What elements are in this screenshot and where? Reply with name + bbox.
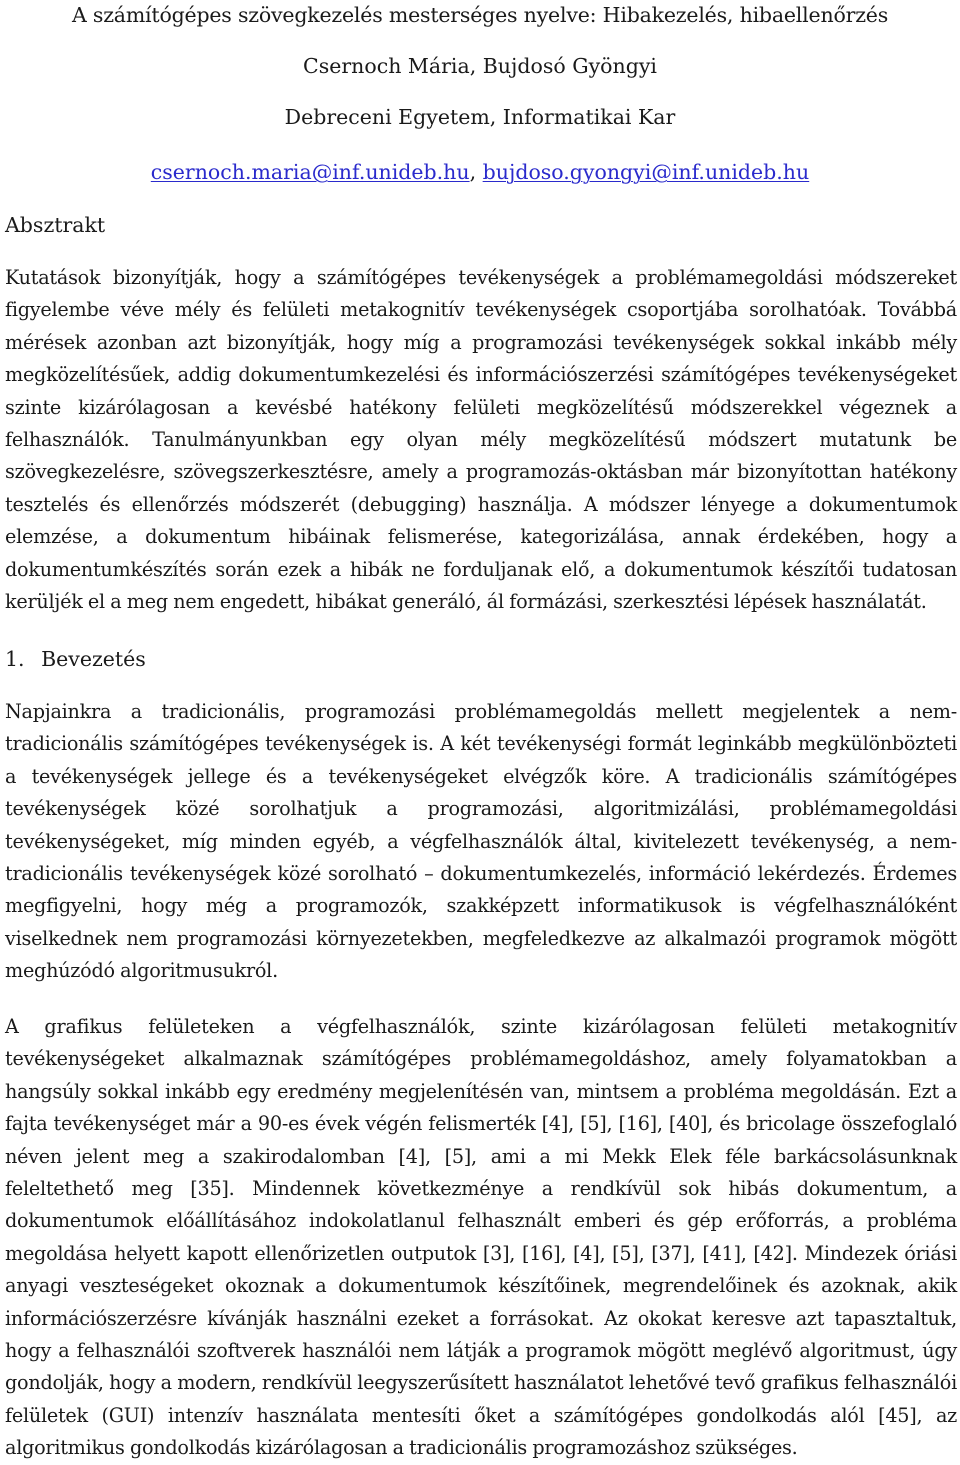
abstract-heading: Absztrakt [5, 213, 106, 237]
section-heading-introduction [5, 644, 146, 674]
author-emails [0, 157, 960, 187]
abstract-paragraph: Kutatások bizonyítják, hogy a számítógépes tevékenységek a problémamegoldási módszereket figyelembe véve mély és felületi metakognitív tevékenységek csoportjába sorolhatóak. Továbbá mérések azonban azt bizonyítják, hogy míg a programozási tevékenységek sokkal inkább mély megközelítésűek, addig dokumentumkezelési és információszerzési számítógépes tevékenységeket szinte kizárólagosan a kevésbé hatékony felületi megközelítésű módszerekkel végeznek a felhasználók. Tanulmányunkban egy olyan mély megközelítésű módszert mutatunk be szövegkezelésre, szövegszerkesztésre, amely a programozás-oktásban már bizonyítottan hatékony tesztelés és ellenőrzés módszerét (debugging) használja. A módszer lényege a dokumentumok elemzése, a dokumentum hibáinak felismerése, kategorizálása, annak érdekében, hogy a dokumentumkészítés során ezek a hibák ne forduljanak elő, a dokumentumok készítői tudatosan kerüljék el a meg nem engedett, hibákat generáló, ál formázási, szerkesztési lépések használatát. [5, 266, 957, 614]
intro-paragraph-1: Napjainkra a tradicionális, programozási problémamegoldás mellett megjelentek a nem-tradicionális számítógépes tevékenységek is. A két tevékenységi formát leginkább megkülönbözteti a tevékenységek jellege és a tevékenységeket elvégzők köre. A tradicionális számítógépes tevékenységek közé sorolhatjuk a programozási, algoritmizálási, problémamegoldási tevékenységeket, míg minden egyéb, a végfelhasználók által, kivitelezett tevékenység, a nem-tradicionális tevékenységek közé sorolható – dokumentumkezelés, információ lekérdezés. Érdemes megfigyelni, hogy még a programozók, szakképzett informatikusok is végfelhasználóként viselkednek nem programozási környezetekben, megfeledkezve az alkalmazói programok mögött meghúzódó algoritmusukról. [5, 700, 957, 983]
section-title: Bevezetés [41, 647, 146, 671]
email-separator: , [469, 160, 483, 184]
section-number: 1. [5, 647, 25, 671]
paper-title: A számítógépes szövegkezelés mesterséges nyelve: Hibakezelés, hibaellenőrzés [71, 3, 889, 27]
email-link-bujdoso[interactable]: bujdoso.gyongyi@inf.unideb.hu [482, 160, 810, 184]
intro-paragraph-2: A grafikus felületeken a végfelhasználók, szinte kizárólagosan felületi metakognitív tevékenységeket alkalmaznak számítógépes problémamegoldáshoz, amely folyamatokban a hangsúly sokkal inkább egy eredmény megjelenítésén van, mintsem a probléma megoldásán. Ezt a fajta tevékenységet már a 90-es évek végén felismerték [4], [5], [16], [40], és bricolage összefoglaló néven jelent meg a szakirodalomban [4], [5], ami a mi Mekk Elek féle barkácsolásunknak feleltethető meg [35]. Mindennek következménye a rendkívül sok hibás dokumentum, a dokumentumok előállításához indokolatlanul felhasznált emberi és gép erőforrás, a probléma megoldása helyett kapott ellenőrizetlen outputok [3], [16], [4], [5], [37], [41], [42]. Mindezek óriási anyagi veszteségeket okoznak a dokumentumok készítőinek, megrendelőinek és azoknak, akik információszerzésre kívánják használni ezeket a forrásokat. Az okokat keresve azt tapasztaltuk, hogy a felhasználói szoftverek használói nem látják a programok mögött meglévő algoritmust, úgy gondolják, hogy a modern, rendkívül leegyszerűsített használatot lehetővé tevő grafikus felhasználói felületek (GUI) intenzív használata mentesíti őket a számítógépes gondolkodás alól [45], az algoritmikus gondolkodás kizárólagosan a tradicionális programozáshoz szükséges. [5, 1015, 957, 1460]
author-affiliation: Debreceni Egyetem, Informatikai Kar [284, 105, 676, 129]
paper-authors: Csernoch Mária, Bujdosó Gyöngyi [303, 54, 657, 78]
email-link-csernoch[interactable]: csernoch.maria@inf.unideb.hu [150, 160, 470, 184]
